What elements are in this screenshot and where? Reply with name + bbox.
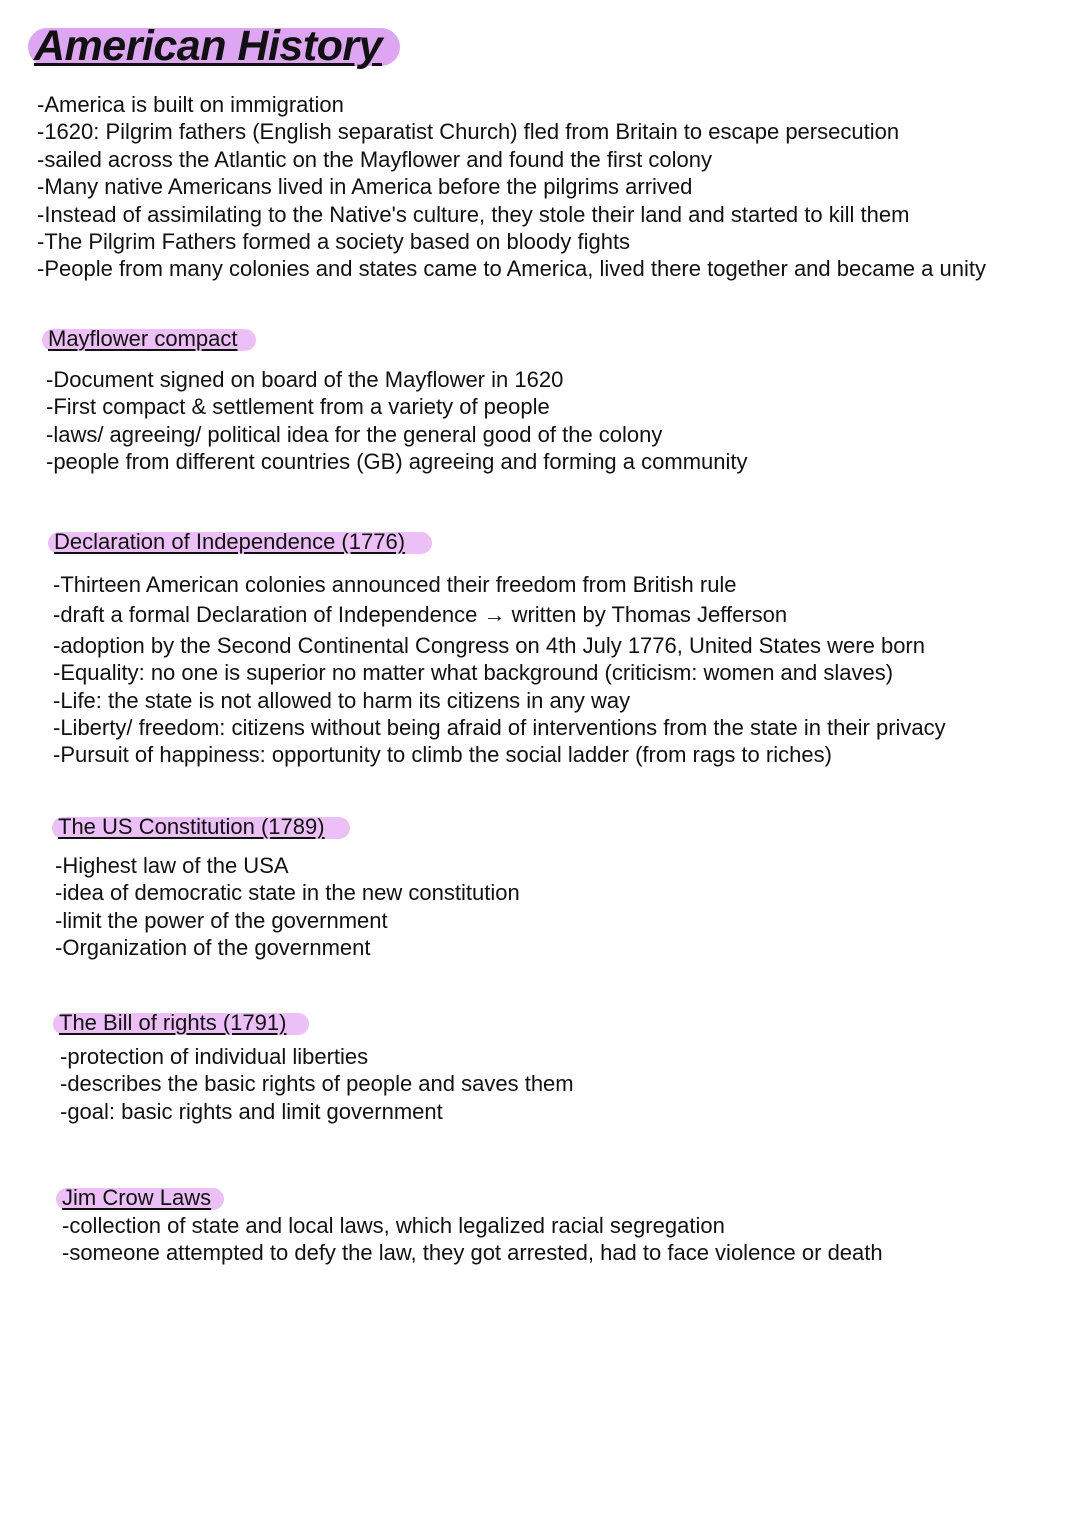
intro-line: -1620: Pilgrim fathers (English separatist Church) fled from Britain to escape persecution <box>37 119 900 145</box>
intro-line: -The Pilgrim Fathers formed a society based on bloody fights <box>37 229 631 255</box>
section-line: -collection of state and local laws, which legalized racial segregation <box>62 1213 725 1238</box>
intro-line: -People from many colonies and states came to America, lived there together and became a unity <box>37 256 986 282</box>
section-line: -Highest law of the USA <box>55 853 289 878</box>
section-line: -Document signed on board of the Mayflower in 1620 <box>46 367 564 392</box>
section-list-declaration <box>53 571 946 769</box>
section-line: -Liberty/ freedom: citizens without being afraid of interventions from the state in their privacy <box>53 715 946 741</box>
section-line: -Pursuit of happiness: opportunity to climb the social ladder (from rags to riches) <box>53 742 832 768</box>
section-heading-jim-crow <box>62 1185 211 1211</box>
section-heading-declaration <box>54 529 405 555</box>
section-line: -First compact & settlement from a variety of people <box>46 394 550 420</box>
page-title: American History <box>34 22 383 70</box>
heading-text: The US Constitution (1789) <box>58 814 325 839</box>
intro-line: -Many native Americans lived in America before the pilgrims arrived <box>37 174 693 200</box>
section-line: -Life: the state is not allowed to harm its citizens in any way <box>53 687 631 713</box>
section-list-bill-of-rights <box>60 1043 574 1125</box>
intro-list <box>37 91 986 283</box>
section-line: -draft a formal Declaration of Independence → written by Thomas Jefferson <box>53 602 788 628</box>
section-list-mayflower <box>46 366 748 476</box>
heading-text: Mayflower compact <box>48 326 238 351</box>
section-line: -limit the power of the government <box>55 907 388 933</box>
section-line: -people from different countries (GB) agreeing and forming a community <box>46 449 748 475</box>
section-heading-constitution <box>58 814 325 840</box>
section-line: -describes the basic rights of people and saves them <box>60 1071 574 1097</box>
section-line: -Equality: no one is superior no matter what background (criticism: women and slaves) <box>53 660 894 686</box>
section-list-constitution <box>55 852 520 962</box>
section-line: -someone attempted to defy the law, they got arrested, had to face violence or death <box>62 1240 883 1266</box>
heading-text: Jim Crow Laws <box>62 1185 212 1210</box>
section-line: -goal: basic rights and limit government <box>60 1098 443 1124</box>
section-line: -adoption by the Second Continental Congress on 4th July 1776, United States were born <box>53 632 925 658</box>
section-line: -laws/ agreeing/ political idea for the general good of the colony <box>46 421 663 447</box>
title-container <box>28 20 382 72</box>
intro-line: -sailed across the Atlantic on the Mayflower and found the first colony <box>37 146 713 172</box>
section-list-jim-crow <box>62 1212 883 1267</box>
section-line: -protection of individual liberties <box>60 1044 369 1069</box>
section-heading-mayflower <box>48 326 238 352</box>
section-line: -Organization of the government <box>55 935 371 961</box>
section-line: -idea of democratic state in the new constitution <box>55 880 520 906</box>
intro-line: -America is built on immigration <box>37 92 344 117</box>
heading-text: Declaration of Independence (1776) <box>54 529 406 554</box>
intro-line: -Instead of assimilating to the Native's culture, they stole their land and started to kill them <box>37 201 910 227</box>
heading-text: The Bill of rights (1791) <box>59 1010 287 1035</box>
section-line: -Thirteen American colonies announced their freedom from British rule <box>53 572 737 597</box>
section-heading-bill-of-rights <box>59 1010 286 1036</box>
